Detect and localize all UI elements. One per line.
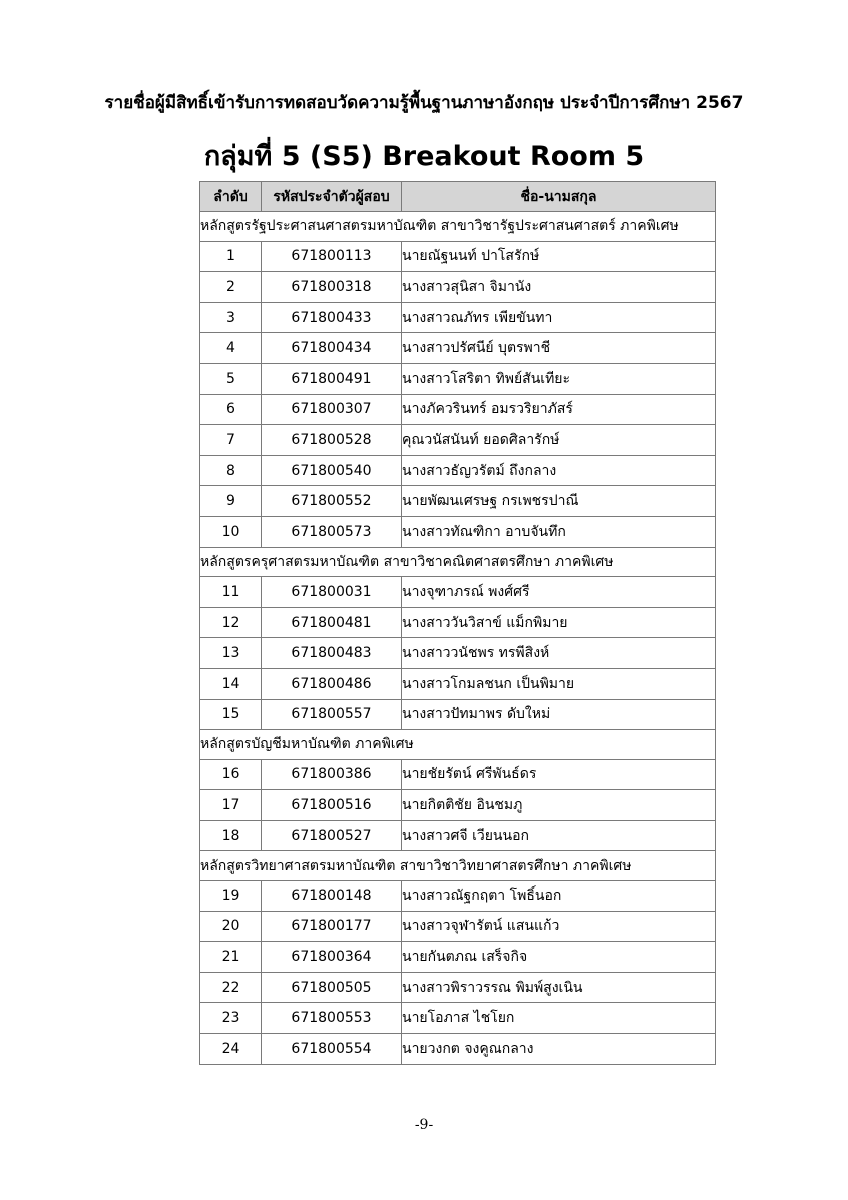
program-row xyxy=(200,212,716,242)
examinee-name: นางสาวธัญวรัตม์ ถึงกลาง xyxy=(402,455,716,486)
row-number: 3 xyxy=(200,302,262,333)
row-number: 15 xyxy=(200,699,262,730)
examinee-id: 671800364 xyxy=(262,942,402,973)
table-row xyxy=(200,516,716,547)
examinee-id: 671800554 xyxy=(262,1034,402,1065)
row-number: 19 xyxy=(200,881,262,912)
examinee-name: นางสาวจุฬารัตน์ แสนแก้ว xyxy=(402,911,716,942)
table-row xyxy=(200,942,716,973)
row-number: 22 xyxy=(200,972,262,1003)
row-number: 7 xyxy=(200,425,262,456)
table-row xyxy=(200,699,716,730)
examinee-name: นางสาวปรัศนีย์ บุตรพาชี xyxy=(402,333,716,364)
table-body xyxy=(200,212,716,1065)
table-row xyxy=(200,1034,716,1065)
document-title: รายชื่อผู้มีสิทธิ์เข้ารับการทดสอบวัดความรู้พื้นฐานภาษาอังกฤษ ประจำปีการศึกษา 2567 xyxy=(104,93,744,113)
examinee-id: 671800483 xyxy=(262,638,402,669)
examinee-name: นางสาวทัณฑิกา อาบจันทึก xyxy=(402,516,716,547)
examinee-id: 671800552 xyxy=(262,486,402,517)
table-row xyxy=(200,302,716,333)
examinee-name: นางสาวสุนิสา จิมานัง xyxy=(402,272,716,303)
examinee-id: 671800318 xyxy=(262,272,402,303)
examinee-name: นายกิตติชัย อินชมภู xyxy=(402,790,716,821)
examinee-name: คุณวนัสนันท์ ยอดศิลารักษ์ xyxy=(402,425,716,456)
table-row xyxy=(200,638,716,669)
row-number: 8 xyxy=(200,455,262,486)
row-number: 10 xyxy=(200,516,262,547)
examinee-id: 671800113 xyxy=(262,241,402,272)
examinee-id: 671800516 xyxy=(262,790,402,821)
table-row xyxy=(200,363,716,394)
examinee-name: นายวงกต จงคูณกลาง xyxy=(402,1034,716,1065)
examinee-name: นางสาวศจี เวียนนอก xyxy=(402,820,716,851)
row-number: 9 xyxy=(200,486,262,517)
examinee-id: 671800528 xyxy=(262,425,402,456)
table-row xyxy=(200,881,716,912)
examinee-name: นายณัฐนนท์ ปาโสรักษ์ xyxy=(402,241,716,272)
examinee-name: นางสาวณัฐกฤตา โพธิ์นอก xyxy=(402,881,716,912)
examinee-id: 671800031 xyxy=(262,577,402,608)
examinee-name: นางภัควรินทร์ อมรวริยาภัสร์ xyxy=(402,394,716,425)
examinee-name: นายโอภาส ไชโยก xyxy=(402,1003,716,1034)
examinee-name: นางสาวโกมลชนก เป็นพิมาย xyxy=(402,668,716,699)
examinee-id: 671800527 xyxy=(262,820,402,851)
table-row xyxy=(200,455,716,486)
row-number: 21 xyxy=(200,942,262,973)
table-row xyxy=(200,486,716,517)
program-name: หลักสูตรรัฐประศาสนศาสตรมหาบัณฑิต สาขาวิชารัฐประศาสนศาสตร์ ภาคพิเศษ xyxy=(200,212,716,242)
examinee-id: 671800148 xyxy=(262,881,402,912)
table-row xyxy=(200,333,716,364)
row-number: 20 xyxy=(200,911,262,942)
column-header-name: ชื่อ-นามสกุล xyxy=(402,182,716,212)
examinee-name: นายชัยรัตน์ ศรีพันธ์ดร xyxy=(402,759,716,790)
page-number: -9- xyxy=(414,1117,434,1133)
table-row xyxy=(200,241,716,272)
examinee-id: 671800505 xyxy=(262,972,402,1003)
row-number: 16 xyxy=(200,759,262,790)
examinee-name: นายพัฒนเศรษฐ กรเพชรปาณี xyxy=(402,486,716,517)
examinee-id: 671800481 xyxy=(262,607,402,638)
table-row xyxy=(200,668,716,699)
table-row xyxy=(200,759,716,790)
row-number: 23 xyxy=(200,1003,262,1034)
row-number: 12 xyxy=(200,607,262,638)
row-number: 14 xyxy=(200,668,262,699)
examinee-id: 671800386 xyxy=(262,759,402,790)
examinee-name: นางสาววันวิสาข์ แม็กพิมาย xyxy=(402,607,716,638)
row-number: 5 xyxy=(200,363,262,394)
table-row xyxy=(200,607,716,638)
table-row xyxy=(200,972,716,1003)
examinee-name: นางสาวโสริตา ทิพย์สันเทียะ xyxy=(402,363,716,394)
examinee-id: 671800553 xyxy=(262,1003,402,1034)
examinee-name: นางสาววนัชพร ทรพีสิงห์ xyxy=(402,638,716,669)
examinee-name: นางสาวณภัทร เพียขันทา xyxy=(402,302,716,333)
table-row xyxy=(200,820,716,851)
examinee-id: 671800433 xyxy=(262,302,402,333)
examinee-id: 671800491 xyxy=(262,363,402,394)
column-header-no: ลำดับ xyxy=(200,182,262,212)
program-name: หลักสูตรบัญชีมหาบัณฑิต ภาคพิเศษ xyxy=(200,730,716,760)
examinee-id: 671800557 xyxy=(262,699,402,730)
examinee-table xyxy=(199,181,716,1065)
table-row xyxy=(200,1003,716,1034)
examinee-id: 671800307 xyxy=(262,394,402,425)
row-number: 24 xyxy=(200,1034,262,1065)
table-row xyxy=(200,577,716,608)
row-number: 13 xyxy=(200,638,262,669)
row-number: 6 xyxy=(200,394,262,425)
table-row xyxy=(200,790,716,821)
examinee-id: 671800540 xyxy=(262,455,402,486)
examinee-name: นางจุฑาภรณ์ พงศ์ศรี xyxy=(402,577,716,608)
examinee-name: นางสาวพิราวรรณ พิมพ์สูงเนิน xyxy=(402,972,716,1003)
examinee-id: 671800573 xyxy=(262,516,402,547)
examinee-name: นายกันตภณ เสร็จกิจ xyxy=(402,942,716,973)
table-row xyxy=(200,911,716,942)
program-name: หลักสูตรวิทยาศาสตรมหาบัณฑิต สาขาวิชาวิทยาศาสตรศึกษา ภาคพิเศษ xyxy=(200,851,716,881)
column-header-id: รหัสประจำตัวผู้สอบ xyxy=(262,182,402,212)
table-row xyxy=(200,272,716,303)
examinee-id: 671800434 xyxy=(262,333,402,364)
row-number: 4 xyxy=(200,333,262,364)
examinee-id: 671800486 xyxy=(262,668,402,699)
program-name: หลักสูตรครุศาสตรมหาบัณฑิต สาขาวิชาคณิตศาสตรศึกษา ภาคพิเศษ xyxy=(200,547,716,577)
group-title: กลุ่มที่ 5 (S5) Breakout Room 5 xyxy=(203,141,645,172)
row-number: 17 xyxy=(200,790,262,821)
program-row xyxy=(200,851,716,881)
table-row xyxy=(200,394,716,425)
row-number: 2 xyxy=(200,272,262,303)
row-number: 18 xyxy=(200,820,262,851)
table-header-row xyxy=(200,182,716,212)
table-row xyxy=(200,425,716,456)
row-number: 1 xyxy=(200,241,262,272)
program-row xyxy=(200,730,716,760)
row-number: 11 xyxy=(200,577,262,608)
examinee-id: 671800177 xyxy=(262,911,402,942)
examinee-name: นางสาวปัทมาพร ดับใหม่ xyxy=(402,699,716,730)
program-row xyxy=(200,547,716,577)
